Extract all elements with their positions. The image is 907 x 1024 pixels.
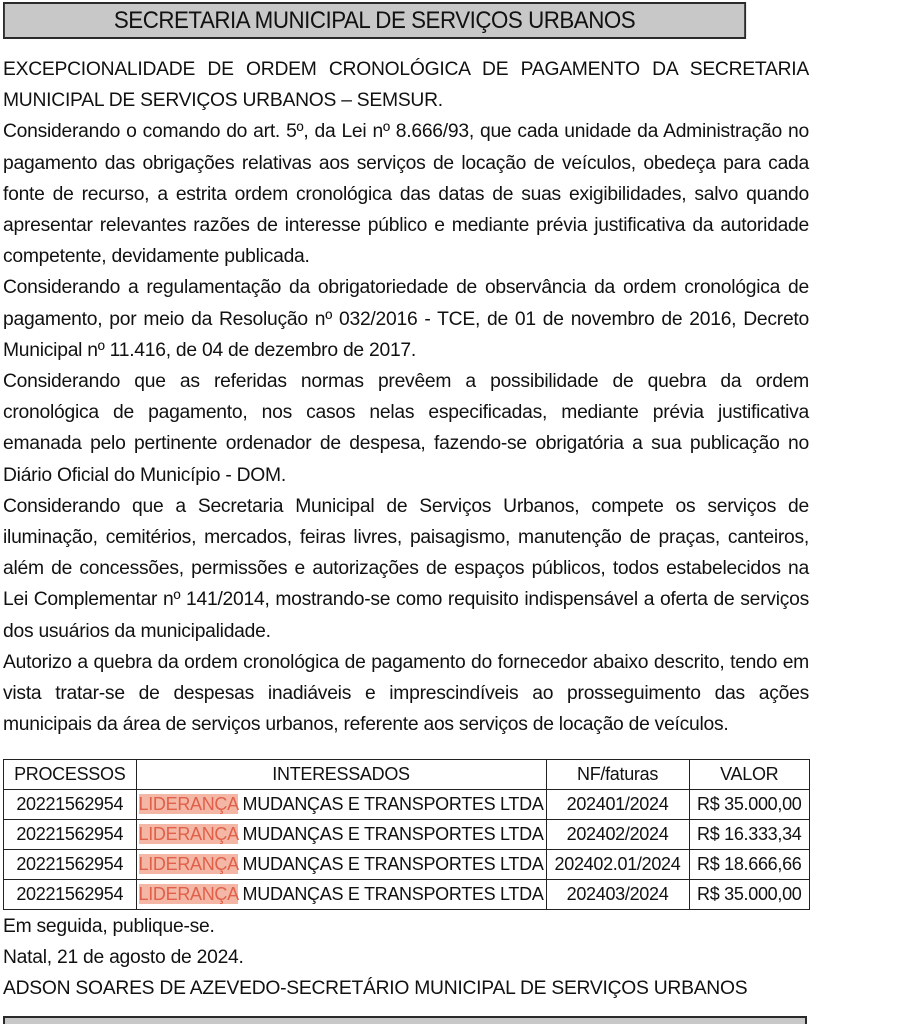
signature-line: ADSON SOARES DE AZEVEDO-SECRETÁRIO MUNICIPAL DE SERVIÇOS URBANOS: [3, 978, 748, 1000]
header-nf-faturas: NF/faturas: [546, 760, 689, 790]
table-row: [4, 850, 810, 880]
payments-table: [3, 759, 810, 910]
place-date: Natal, 21 de agosto de 2024.: [3, 947, 244, 969]
section-title: SECRETARIA MUNICIPAL DE SERVIÇOS URBANOS: [113, 7, 636, 34]
cell-processo: 20221562954: [4, 790, 137, 820]
section-header: [3, 2, 746, 39]
cell-nf: 202401/2024: [546, 790, 689, 820]
table-row: [4, 790, 810, 820]
cell-interessado: [136, 880, 546, 910]
highlighted-name: LIDERANÇA: [138, 794, 238, 814]
document-body: [3, 54, 809, 740]
document-subject: EXCEPCIONALIDADE DE ORDEM CRONOLÓGICA DE PAGAMENTO DA SECRETARIA MUNICIPAL DE SERVIÇOS URBANOS – SEMSUR.: [3, 59, 809, 112]
cell-nf: 202403/2024: [546, 880, 689, 910]
paragraph-considerando-regulamentacao: Considerando a regulamentação da obrigatoriedade de observância da ordem cronológica de pagamento, por meio da Resolução nº 032/2016 - TCE, de 01 de novembro de 2016, Decreto Municipal nº 11.416, de 04 de dezembro de 2017.: [3, 277, 809, 361]
highlighted-name: LIDERANÇA: [138, 824, 238, 844]
cell-valor: R$ 18.666,66: [689, 850, 809, 880]
company-name-rest: MUDANÇAS E TRANSPORTES LTDA: [237, 824, 544, 844]
table-row: [4, 820, 810, 850]
highlighted-name: LIDERANÇA: [138, 854, 238, 874]
paragraph-considerando-normas: Considerando que as referidas normas prevêem a possibilidade de quebra da ordem cronológica de pagamento, nos casos nelas especificadas, mediante prévia justificativa emanada pelo pertinente ordenador de despesa, fazendo-se obrigatória a sua publicação no Diário Oficial do Município - DOM.: [3, 371, 809, 486]
header-interessados: INTERESSADOS: [136, 760, 546, 790]
company-name-rest: MUDANÇAS E TRANSPORTES LTDA: [237, 794, 544, 814]
highlighted-name: LIDERANÇA: [138, 884, 238, 904]
next-section-header-edge: [3, 1016, 807, 1024]
cell-nf: 202402/2024: [546, 820, 689, 850]
closing-line: Em seguida, publique-se.: [3, 916, 215, 937]
cell-interessado: [136, 820, 546, 850]
table-header-row: [4, 760, 810, 790]
paragraph-considerando-competencias: Considerando que a Secretaria Municipal de Serviços Urbanos, compete os serviços de iluminação, cemitérios, mercados, feiras livres, paisagismo, manutenção de praças, canteiros, além de concessões, permissões e autorizações de espaços públicos, todos estabelecidos na Lei Complementar nº 141/2014, mostrando-se como requisito indispensável a oferta de serviços dos usuários da municipalidade.: [3, 495, 809, 642]
cell-interessado: [136, 790, 546, 820]
paragraph-autorizacao: Autorizo a quebra da ordem cronológica de pagamento do fornecedor abaixo descrito, tendo em vista tratar-se de despesas inadiáveis e imprescindíveis ao prosseguimento das ações municipais da área de serviços urbanos, referente aos serviços de locação de veículos.: [3, 651, 809, 736]
cell-valor: R$ 35.000,00: [689, 790, 809, 820]
company-name-rest: MUDANÇAS E TRANSPORTES LTDA: [237, 884, 544, 904]
company-name-rest: MUDANÇAS E TRANSPORTES LTDA: [237, 854, 544, 874]
cell-processo: 20221562954: [4, 850, 137, 880]
paragraph-considerando-lei: Considerando o comando do art. 5º, da Lei nº 8.666/93, que cada unidade da Administração no pagamento das obrigações relativas aos serviços de locação de veículos, obedeça para cada fonte de recurso, a estrita ordem cronológica das datas de suas exigibilidades, salvo quando apresentar relevantes razões de interesse público e mediante prévia justificativa da autoridade competente, devidamente publicada.: [3, 121, 809, 268]
cell-processo: 20221562954: [4, 880, 137, 910]
cell-processo: 20221562954: [4, 820, 137, 850]
header-processos: PROCESSOS: [4, 760, 137, 790]
table-row: [4, 880, 810, 910]
cell-valor: R$ 16.333,34: [689, 820, 809, 850]
header-valor: VALOR: [689, 760, 809, 790]
document-footer: [3, 911, 809, 1005]
cell-valor: R$ 35.000,00: [689, 880, 809, 910]
cell-interessado: [136, 850, 546, 880]
cell-nf: 202402.01/2024: [546, 850, 689, 880]
